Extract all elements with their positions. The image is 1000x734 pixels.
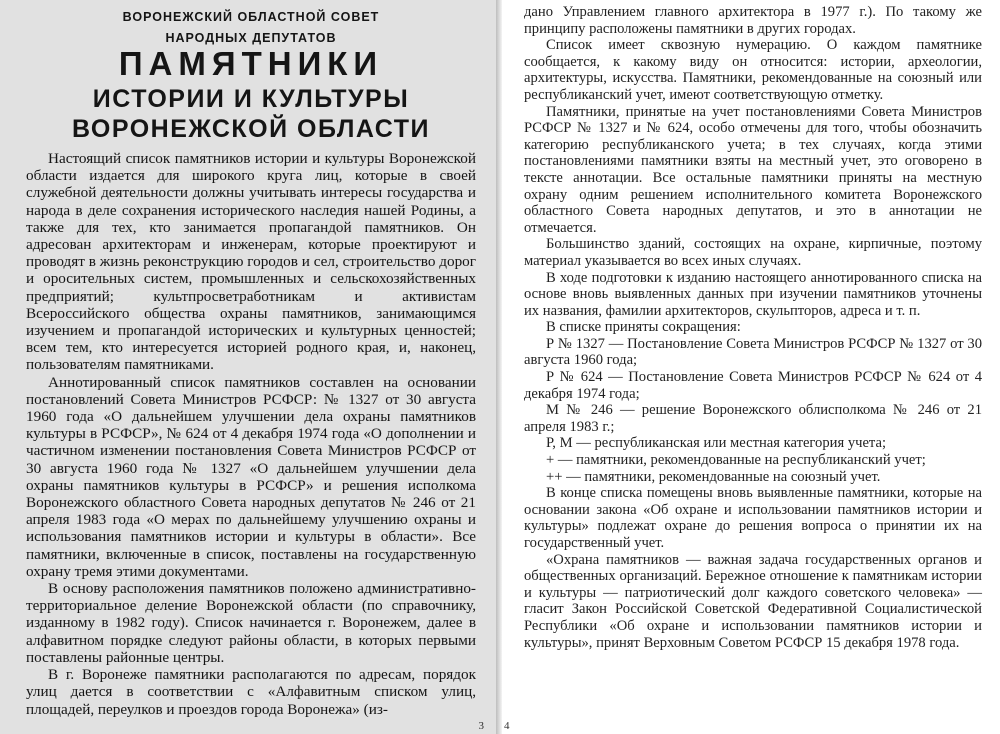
right-paragraph: «Охрана памятников — важная задача государственных органов и общественных организаций. Бережное отношение к памятникам истории и культуры — патриотический долг каждого советского человека» — гласит Закон Российской Советской Федеративной Социалистической Республики «Об охране и использовании памятников истории и культуры», принят Верховным Советом РСФСР 15 декабря 1978 года. [524, 551, 982, 651]
page-number: 4 [504, 720, 510, 732]
abbreviation-item: Р № 624 — Постановление Совета Министров РСФСР № 624 от 4 декабря 1974 года; [524, 369, 982, 402]
right-paragraph: Список имеет сквозную нумерацию. О каждом памятнике сообщается, к какому виду он относится: истории, археологии, архитектуры, искусства. Памятники, рекомендованные на союзный или республиканский учет, имеют соответствующую отметку. [524, 37, 982, 103]
page-header [26, 10, 476, 144]
left-paragraph: Аннотированный список памятников составлен на основании постановлений Совета Министров РСФСР: № 1327 от 30 августа 1960 года «О дальнейшем улучшении дела охраны памятников культуры в РСФСР», № 624 от 4 декабря 1974 года «О дополнении и частичном изменении постановления Совета Министров РСФСР от 30 августа 1960 года № 1327 «О дальнейшем улучшении дела охраны памятников культуры в РСФСР» и решения исполкома Воронежского областного Совета народных депутатов № 246 от 21 апреля 1983 года «О мерах по дальнейшему улучшению охраны и использования памятников истории и культуры в области». Все памятники, включенные в список, поставлены на государственную охрану тремя этими документами. [26, 373, 476, 580]
right-paragraph: дано Управлением главного архитектора в 1977 г.). По такому же принципу расположены памятники в других городах. [524, 4, 982, 37]
right-page [498, 0, 1000, 734]
abbreviation-item: М № 246 — решение Воронежского облисполкома № 246 от 21 апреля 1983 г.; [524, 402, 982, 435]
abbreviation-item: Р, М — республиканская или местная категория учета; [546, 435, 887, 452]
left-paragraph: В г. Воронеже памятники располагаются по адресам, порядок улиц дается в соответствии с «Алфавитным списком улиц, площадей, переулков и проездов города Воронежа» (из- [26, 666, 476, 718]
council-line-2: НАРОДНЫХ ДЕПУТАТОВ [165, 31, 337, 45]
left-paragraph: Настоящий список памятников истории и культуры Воронежской области издается для широкого круга лиц, которые в своей служебной деятельности должны учитывать интересы государства и народа в деле сохранения исторического наследия нашей Родины, а также для тех, кто занимается пропагандой памятников. Он адресован архитекторам и инженерам, которые проектируют и проводят в жизнь реконструкцию городов и сел, строительство дорог и оросительных систем, промышленных и сельскохозяйственных предприятий; культпросветработникам и активистам Всероссийского общества охраны памятников, занимающимся изучением и пропагандой исторических и культурных ценностей; всем тем, кто интересуется историей родного края, и, наконец, пользователям памятниками. [26, 150, 476, 374]
right-paragraph: Памятники, принятые на учет постановлениями Совета Министров РСФСР № 1327 и № 624, особо отмечены для того, чтобы обозначить категорию республиканского учета; в тех случаях, когда этими постановлениями памятники взяты на местный учет, это оговорено в тексте аннотации. Все остальные памятники приняты на местную охрану одним решением исполнительного комитета Воронежского областного Совета народных депутатов, и это в аннотации не отмечается. [524, 103, 982, 236]
left-page [0, 0, 498, 734]
abbreviation-item: + — памятники, рекомендованные на республиканский учет; [546, 452, 926, 469]
abbreviation-item: ++ — памятники, рекомендованные на союзный учет. [546, 468, 881, 485]
right-paragraph: В конце списка помещены вновь выявленные памятники, которые на основании закона «Об охране и использовании памятников истории и культуры» подлежат охране до решения вопроса о принятии их на государственный учет. [524, 485, 982, 551]
subtitle-line-1: ИСТОРИИ И КУЛЬТУРЫ [92, 85, 410, 113]
book-gutter [496, 0, 502, 734]
left-paragraph: В основу расположения памятников положено административно-территориальное деление Воронежской области (по справочнику, изданному в 1982 году). Список начинается г. Воронежем, далее в алфавитном порядке следуют районы области, в которых первыми поставлены районные центры. [26, 580, 476, 666]
right-paragraph: В ходе подготовки к изданию настоящего аннотированного списка на основе вновь выявленных данных при изучении памятников уточнены их названия, фамилии архитекторов, скульпторов, адреса и т. п. [524, 269, 982, 319]
right-paragraph: Большинство зданий, состоящих на охране, кирпичные, поэтому материал указывается во всех иных случаях. [524, 236, 982, 269]
page-number: 3 [478, 720, 484, 732]
council-line-1: ВОРОНЕЖСКИЙ ОБЛАСТНОЙ СОВЕТ [122, 10, 380, 24]
subtitle-line-2: ВОРОНЕЖСКОЙ ОБЛАСТИ [72, 115, 430, 143]
page-title: ПАМЯТНИКИ [118, 45, 384, 82]
abbreviation-item: Р № 1327 — Постановление Совета Министров РСФСР № 1327 от 30 августа 1960 года; [524, 335, 982, 369]
abbreviations-heading: В списке приняты сокращения: [546, 319, 741, 336]
